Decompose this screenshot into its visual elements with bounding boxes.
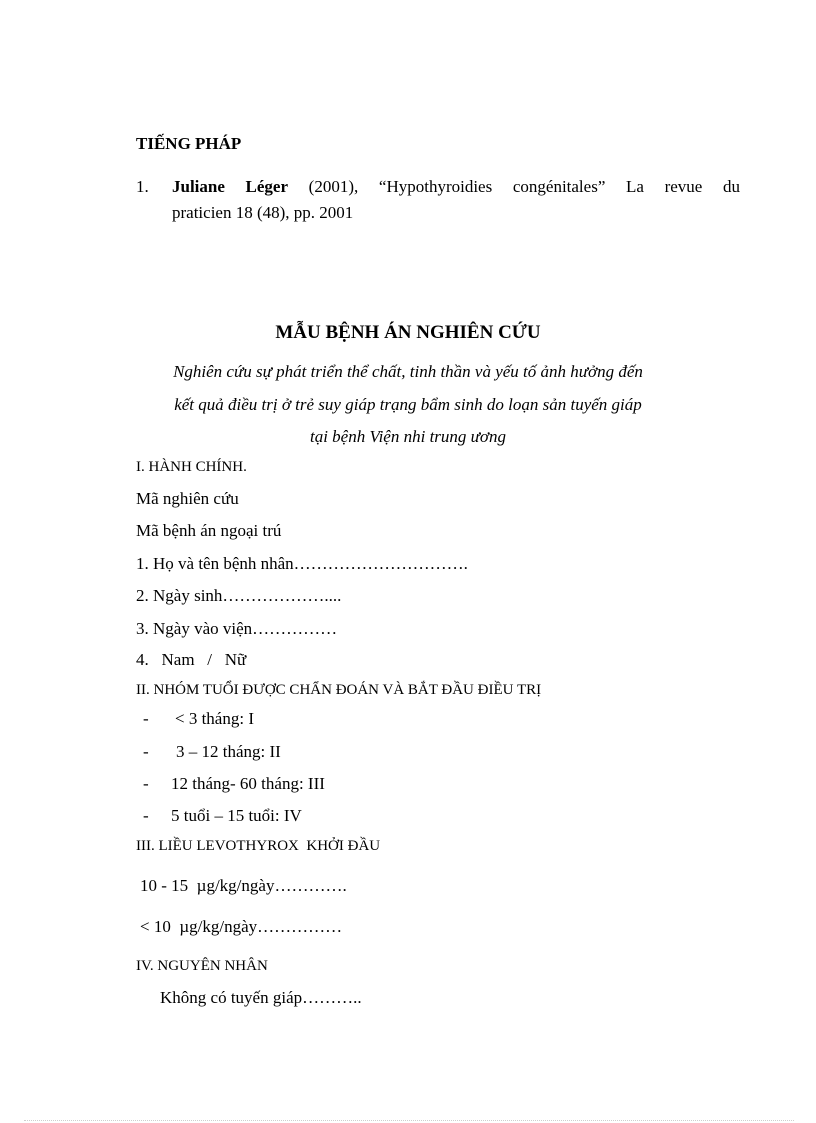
section-4-heading: IV. NGUYÊN NHÂN [136,958,268,974]
form-title: MẪU BỆNH ÁN NGHIÊN CỨU [275,322,541,343]
outpatient-record-label: Mã bệnh án ngoại trú [136,521,282,540]
birth-date-field: 2. Ngày sinh……………….... [136,586,342,605]
reference-citation: (2001), “Hypothyroidies congénitales” La revue du [288,177,740,196]
age-group-3: 12 tháng- 60 tháng: III [171,774,325,793]
bullet-dash: - [143,774,149,793]
dose-option-1: 10 - 15 µg/kg/ngày…………. [140,876,347,895]
form-subtitle-line-2: kết quả điều trị ở trẻ suy giáp trạng bẩm sinh do loạn sản tuyến giáp [174,395,642,414]
bullet-dash: - [143,806,149,825]
form-subtitle-line-1: Nghiên cứu sự phát triển thể chất, tinh thần và yếu tố ảnh hưởng đến [173,362,643,381]
section-2-heading: II. NHÓM TUỔI ĐƯỢC CHẨN ĐOÁN VÀ BẮT ĐẦU ĐIỀU TRỊ [136,682,542,698]
admission-date-field: 3. Ngày vào viện…………… [136,619,338,638]
section-1-heading: I. HÀNH CHÍNH. [136,459,247,475]
gender-field: 4. Nam / Nữ [136,650,247,669]
age-group-2: 3 – 12 tháng: II [176,742,281,761]
patient-name-field: 1. Họ và tên bệnh nhân…………………………. [136,554,468,573]
reference-line-1 [172,177,740,197]
reference-line-2: praticien 18 (48), pp. 2001 [172,203,354,222]
research-code-label: Mã nghiên cứu [136,489,239,508]
dose-option-2: < 10 µg/kg/ngày…………… [140,917,343,936]
section-3-heading: III. LIỀU LEVOTHYROX KHỞI ĐẦU [136,838,381,854]
references-heading: TIẾNG PHÁP [136,134,242,153]
bullet-dash: - [143,709,149,728]
cause-option-1: Không có tuyến giáp……….. [160,988,362,1007]
bullet-dash: - [143,742,149,761]
age-group-1: < 3 tháng: I [175,709,254,728]
reference-number: 1. [136,177,149,196]
reference-author: Juliane Léger [172,177,289,196]
page-bottom-divider [24,1120,794,1121]
age-group-4: 5 tuổi – 15 tuổi: IV [171,806,302,825]
form-subtitle-line-3: tại bệnh Viện nhi trung ương [309,427,507,446]
